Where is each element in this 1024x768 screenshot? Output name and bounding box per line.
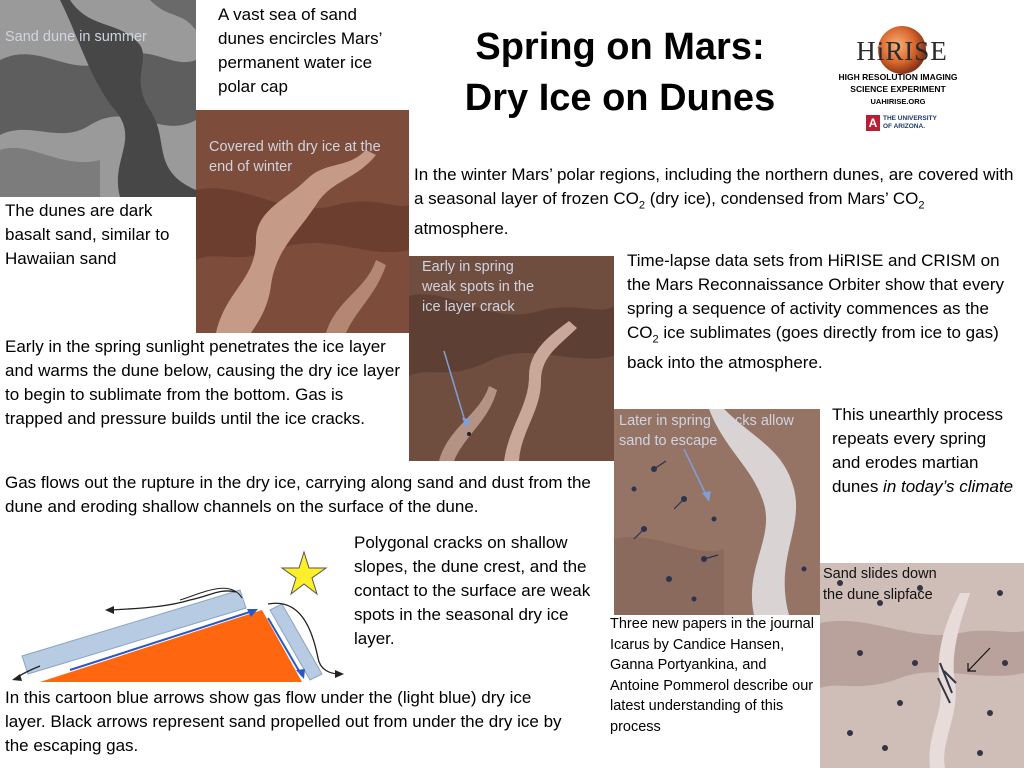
early-spring-caption: Early in spring weak spots in the ice layer crack [422,259,535,315]
hirise-logo [832,14,964,136]
hirise-line-2: SCIENCE EXPERIMENT [850,84,946,94]
winter-caption: Covered with dry ice at the end of winter [209,139,381,175]
university-line-2: OF ARIZONA. [883,123,926,130]
unearthly-text-part-1: This unearthly process repeats every spring and erodes martian dunes [832,405,1004,496]
co2-subscript: 2 [918,199,925,212]
sand-slides-caption: Sand slides down the dune slipface [823,566,937,603]
gasflow-text: Gas flows out the rupture in the dry ice, carrying along sand and dust from the dune and eroding shallow channels on the surface of the dune. [5,473,591,516]
title-line-2: Dry Ice on Dunes [464,77,776,119]
winter-dune-photo [196,110,409,333]
winter-text-part-1: In the winter Mars’ polar regions, including the northern dunes, are covered with a seasonal layer of frozen CO [414,165,1014,208]
polygonal-cracks-text: Polygonal cracks on shallow slopes, the dune crest, and the contact to the surface are weak spots in the seasonal dry ice layer. [354,533,591,648]
cartoon-explanation-text: In this cartoon blue arrows show gas flow under the (light blue) dry ice layer. Black arrows represent sand propelled out from under the dry ice by the escaping gas. [5,688,562,755]
page-title [425,22,815,124]
summer-dune-photo [0,0,196,197]
dry-ice-cartoon-graphic [0,548,352,688]
sea-of-dunes-text: A vast sea of sand dunes encircles Mars’ permanent water ice polar cap [218,5,382,96]
sand-slides-photo [820,563,1024,768]
hirise-url: UAHIRISE.ORG [870,97,926,106]
winter-text-part-2: (dry ice), condensed from Mars’ CO [645,189,919,208]
dry-ice-cartoon [0,548,352,688]
papers-text: Three new papers in the journal Icarus by Candice Hansen, Ganna Portyankina, and Antoine Pommerol describe our latest understanding of this process [610,616,814,735]
winter-co2-text [414,163,1014,241]
early-spring-photo [409,256,614,461]
later-spring-caption: Later in spring cracks allow sand to escape [619,413,794,449]
university-logo-icon: A [866,115,880,131]
co2-subscript: 2 [652,333,659,346]
title-line-1: Spring on Mars: [475,26,765,68]
university-line-1: THE UNIVERSITY [883,115,937,122]
sunlight-text: Early in the spring sunlight penetrates the ice layer and warms the dune below, causing the dry ice layer to begin to sublimate from the bottom. Gas is trapped and pressure builds until the ice cracks. [5,337,401,428]
summer-caption: Sand dune in summer [5,29,147,45]
star-icon [282,552,326,594]
hirise-line-1: HIGH RESOLUTION IMAGING [838,72,958,82]
timelapse-text-part-1: Time-lapse data sets from HiRISE and CRISM on the Mars Reconnaissance Orbiter show that every spring a sequence of activity commences as the CO [627,251,1005,342]
later-spring-photo [614,409,820,615]
hirise-wordmark: HiRISE [856,36,948,66]
timelapse-text [627,249,1022,375]
co2-subscript: 2 [638,199,646,212]
unearthly-text-emphasis: in today’s climate [883,477,1014,496]
winter-text-part-3: atmosphere. [414,219,509,239]
unearthly-text [832,403,1017,499]
timelapse-text-part-2: ice sublimates (goes directly from ice to gas) back into the atmosphere. [627,323,999,373]
basalt-text: The dunes are dark basalt sand, similar to Hawaiian sand [5,201,170,268]
